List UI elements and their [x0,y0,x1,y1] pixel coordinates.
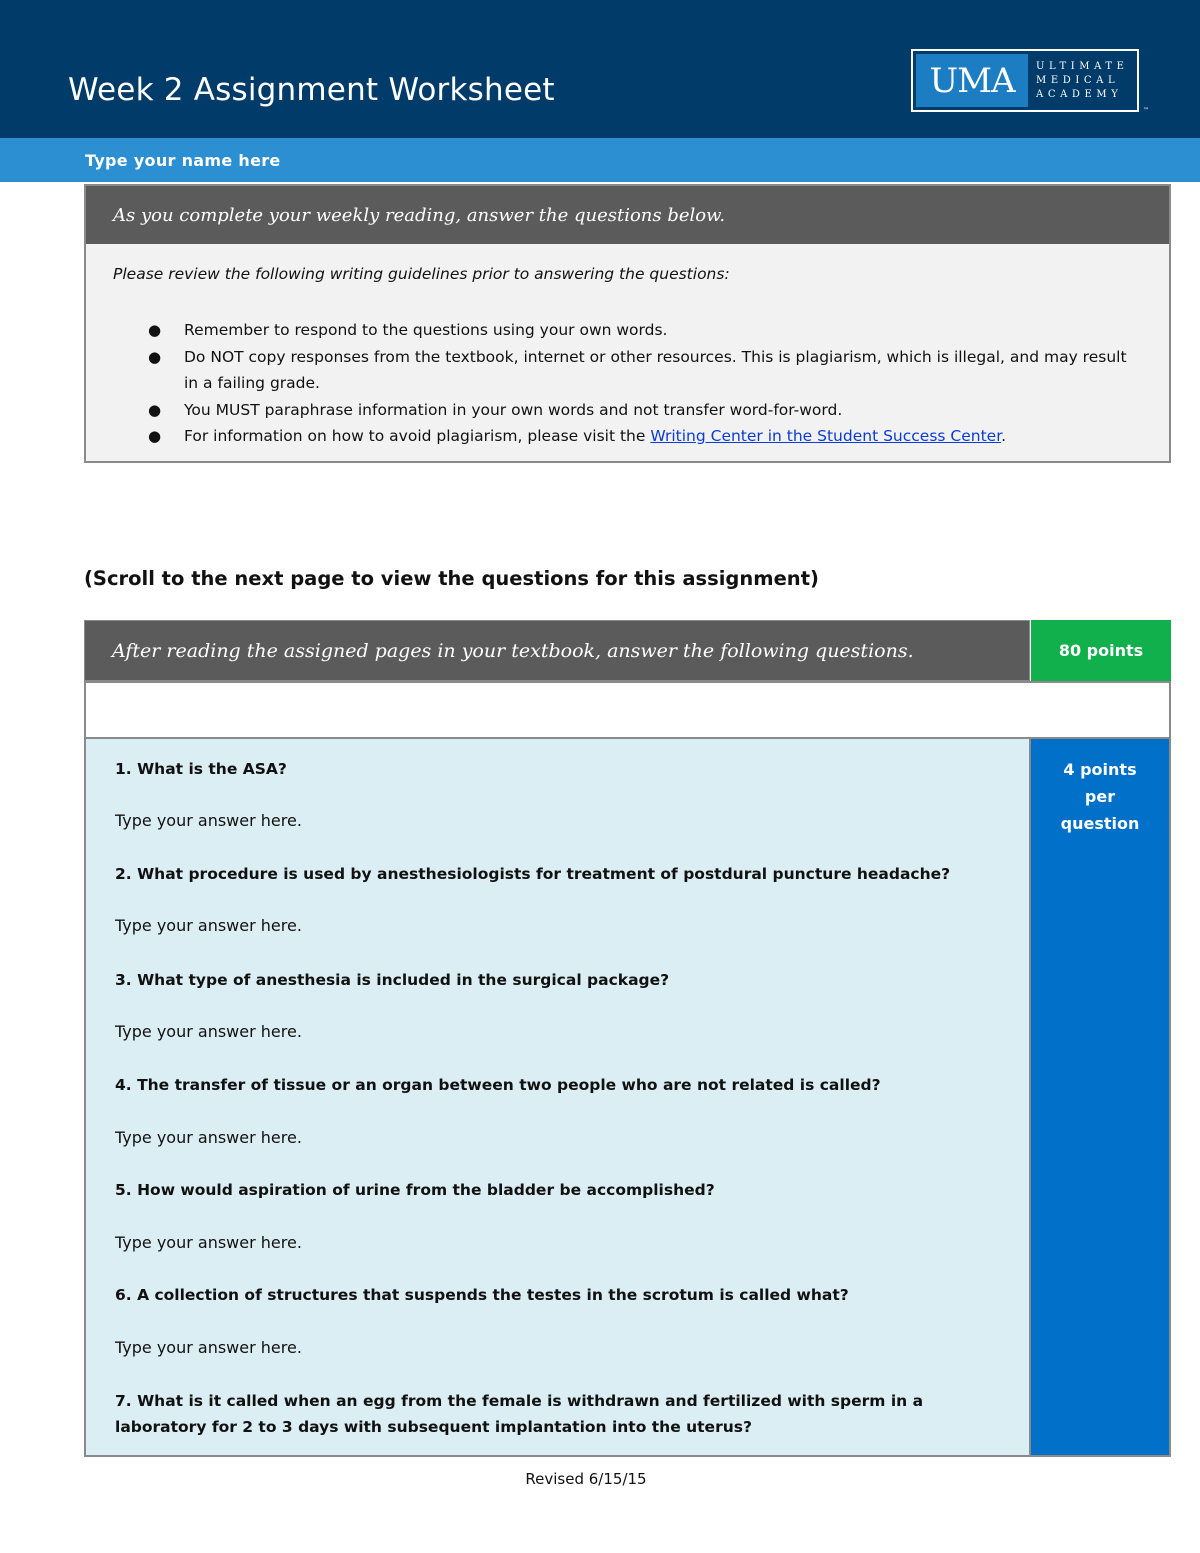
guideline-item [148,317,1138,344]
guideline-text: You MUST paraphrase information in your own words and not transfer word-for-word. [184,400,843,419]
points-per-question-line: question [1060,814,1140,833]
points-per-question [1031,756,1169,837]
question-2: 2. What procedure is used by anesthesiologists for treatment of postdural puncture headache? [115,865,951,883]
logo-word: ACADEMY [1036,88,1123,100]
question-3: 3. What type of anesthesia is included in the surgical package? [115,971,670,989]
bullet-icon: ● [148,427,162,445]
points-per-question-line: per [1084,787,1116,806]
question-1: 1. What is the ASA? [115,760,287,778]
answer-field-4[interactable]: Type your answer here. [115,1128,302,1147]
document-title: Week 2 Assignment Worksheet [68,72,555,108]
revision-footer: Revised 6/15/15 [525,1470,647,1488]
guideline-item [148,344,1138,397]
question-6: 6. A collection of structures that suspends the testes in the scrotum is called what? [115,1286,849,1304]
answer-field-3[interactable]: Type your answer here. [115,1022,302,1041]
answer-field-1[interactable]: Type your answer here. [115,811,302,830]
guideline-text: For information on how to avoid plagiarism, please visit the [184,427,651,445]
points-per-question-line: 4 points [1063,760,1137,779]
bullet-icon: ● [148,400,162,419]
guideline-text: Remember to respond to the questions using your own words. [184,321,668,339]
bullet-icon: ● [148,347,162,366]
trademark-symbol: ™ [1143,107,1149,114]
questions-panel [84,739,1031,1457]
points-per-question-column [1031,739,1171,1457]
guideline-text: Do NOT copy responses from the textbook, internet or other resources. This is plagiarism, which is illegal, and may result in a failing grade. [184,347,1127,392]
question-5: 5. How would aspiration of urine from the bladder be accomplished? [115,1181,715,1199]
blank-row [84,681,1171,739]
total-points-badge: 80 points [1031,620,1171,681]
bullet-icon: ● [148,321,162,339]
questions-heading: After reading the assigned pages in your textbook, answer the following questions. [112,640,914,662]
guidelines-box [84,184,1171,463]
logo-word: ULTIMATE [1036,60,1129,72]
guidelines-heading: As you complete your weekly reading, answer the questions below. [113,205,726,226]
answer-field-6[interactable]: Type your answer here. [115,1338,302,1357]
guideline-item [148,423,1138,450]
guideline-item [148,397,1138,424]
question-7: 7. What is it called when an egg from the female is withdrawn and fertilized with sperm in a laboratory for 2 to 3 days with subsequent implantation into the uterus? [115,1392,924,1436]
guidelines-list [148,317,1138,450]
answer-field-2[interactable]: Type your answer here. [115,916,302,935]
guidelines-header [86,186,1169,244]
logo-word: MEDICAL [1036,74,1120,86]
writing-center-link[interactable]: Writing Center in the Student Success Center [650,427,1002,445]
student-name-field[interactable]: Type your name here [85,151,281,170]
logo-mark: UMA [916,54,1028,107]
guidelines-intro: Please review the following writing guidelines prior to answering the questions: [113,265,730,283]
guideline-text-end: . [1001,427,1007,445]
answer-field-5[interactable]: Type your answer here. [115,1233,302,1252]
question-4: 4. The transfer of tissue or an organ between two people who are not related is called? [115,1076,881,1094]
questions-header [84,620,1030,681]
scroll-note: (Scroll to the next page to view the questions for this assignment) [84,567,819,590]
logo-wordmark [1031,51,1137,110]
uma-logo [911,49,1149,114]
